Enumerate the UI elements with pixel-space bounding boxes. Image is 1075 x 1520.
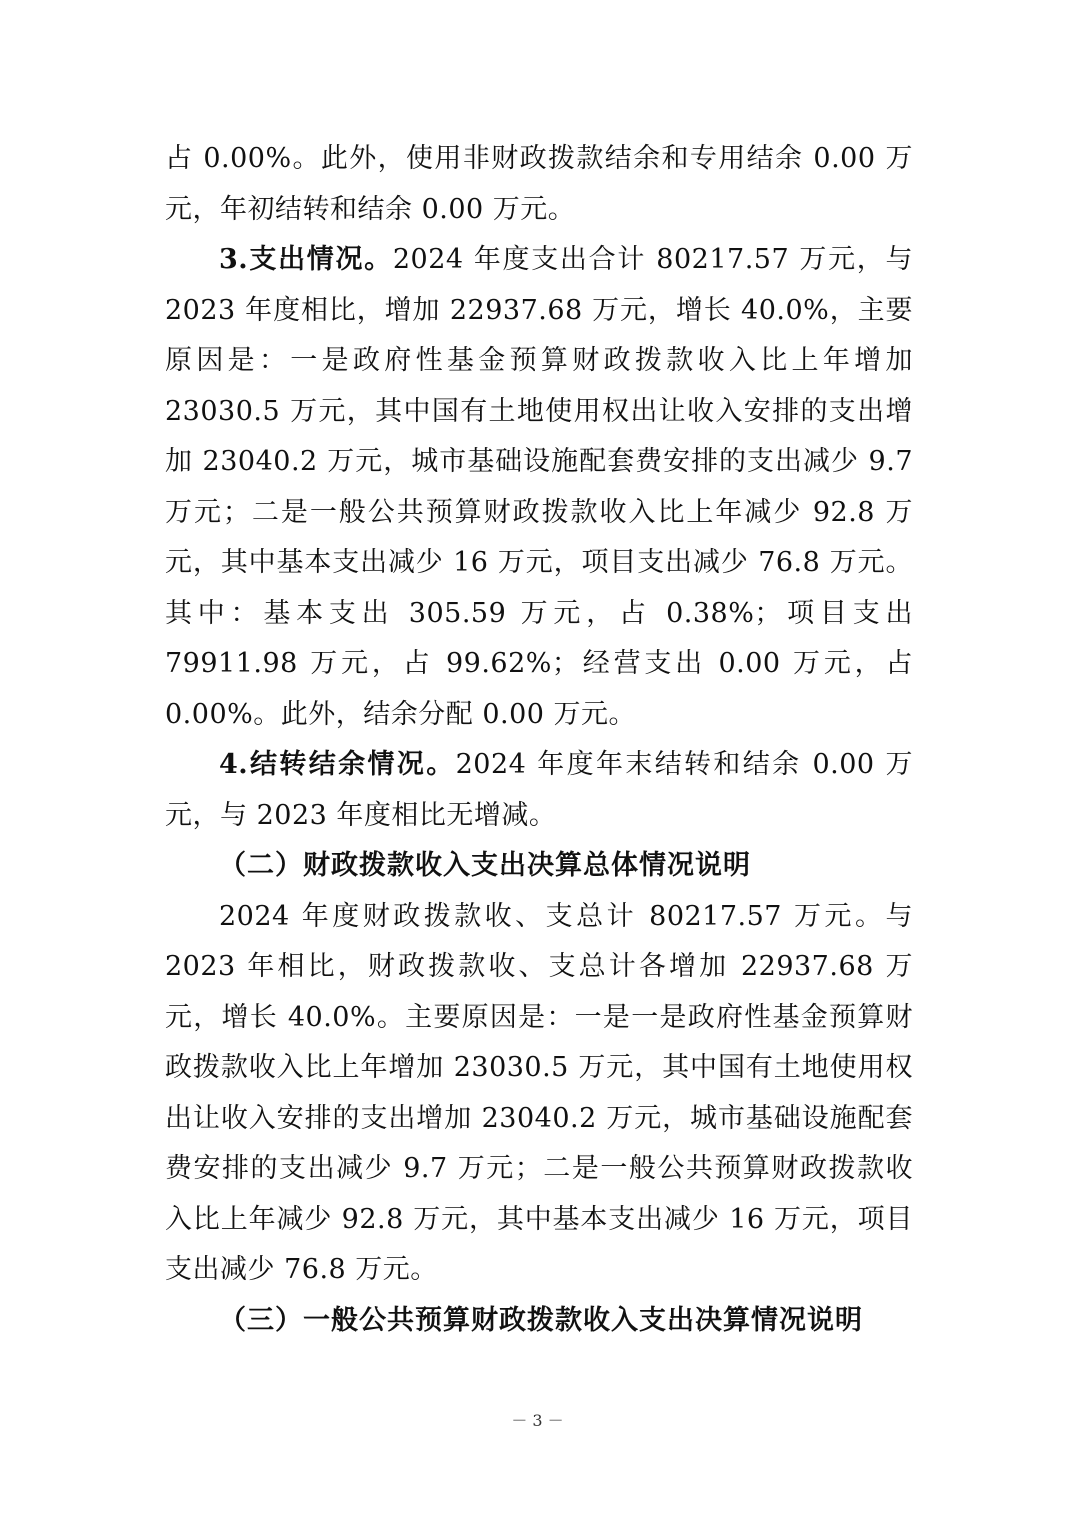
paragraph-income-continuation — [165, 134, 913, 235]
paragraph-text: 2024 年度支出合计 80217.57 万元，与 2023 年度相比，增加 22937.68 万元，增长 40.0%，主要原因是：一是政府性基金预算财政拨款收入比上年增加 23030.5 万元，其中国有土地使用权出让收入安排的支出增加 23040.2 万元，城市基础设施配套费安排的支出减少 9.7 万元；二是一般公共预算财政拨款收入比上年减少 92.8 万元，其中基本支出减少 16 万元，项目支出减少 76.8 万元。其中：基本支出 305.59 万元，占 0.38%；项目支出 79911.98 万元，占 99.62%；经营支出 0.00 万元，占 0.00%。此外，结余分配 0.00 万元。 — [165, 244, 913, 730]
paragraph-text: 占 0.00%。此外，使用非财政拨款结余和专用结余 0.00 万元，年初结转和结余 0.00 万元。 — [165, 143, 913, 225]
paragraph-carryover — [165, 740, 913, 841]
page-number: － 3 － — [511, 1411, 564, 1430]
section-heading-2: （二）财政拨款收入支出决算总体情况说明 — [219, 850, 751, 881]
paragraph-expenditure — [165, 235, 913, 740]
document-body — [165, 134, 913, 1346]
paragraph-lead: 4.结转结余情况。 — [219, 749, 456, 780]
paragraph-fiscal-overview — [165, 892, 913, 1296]
paragraph-lead: 3.支出情况。 — [219, 244, 393, 275]
paragraph-text: 2024 年度年末结转和结余 0.00 万元，与 2023 年度相比无增减。 — [165, 749, 914, 831]
paragraph-text: 2024 年度财政拨款收、支总计 80217.57 万元。与 2023 年相比，财政拨款收、支总计各增加 22937.68 万元，增长 40.0%。主要原因是：一是一是政府性基金预算财政拨款收入比上年增加 23030.5 万元，其中国有土地使用权出让收入安排的支出增加 23040.2 万元，城市基础设施配套费安排的支出减少 9.7 万元；二是一般公共预算财政拨款收入比上年减少 92.8 万元，其中基本支出减少 16 万元，项目支出减少 76.8 万元。 — [165, 900, 913, 1285]
section-heading-3: （三）一般公共预算财政拨款收入支出决算情况说明 — [219, 1304, 863, 1336]
